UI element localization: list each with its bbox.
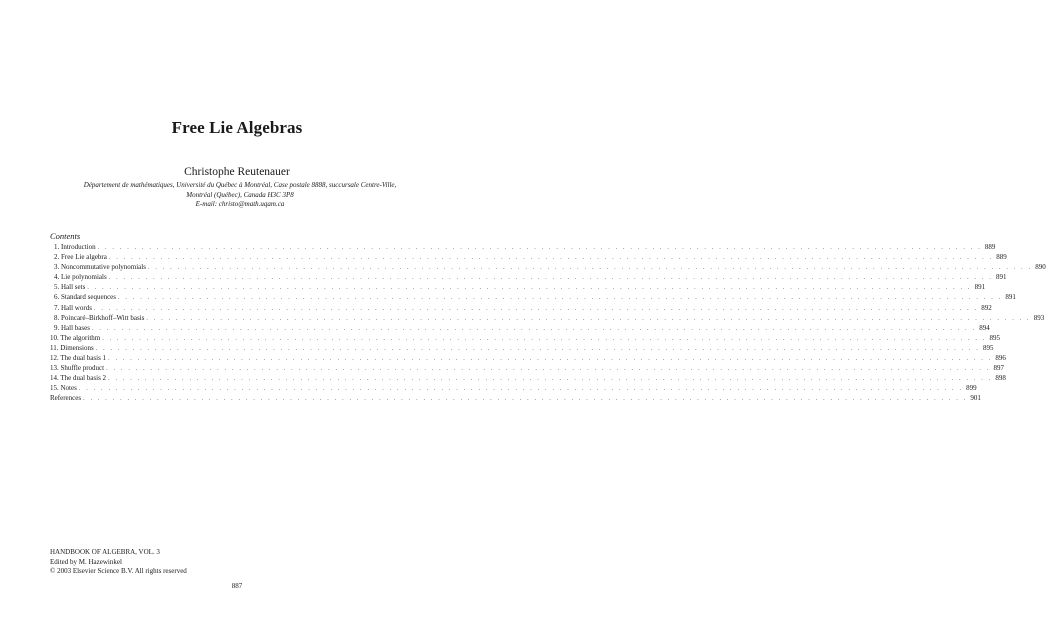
toc-entry-page: 896: [995, 354, 1006, 363]
toc-dot-leader: . . . . . . . . . . . . . . . . . . . . . . . . . . . . . . . . . . . . . . . . . . . . . . . . . . . . . . . . . . . . . . . . . . . . . . . . . . . . . . . . . . . . . . . . . . . . . . . . . . . . . . . . . . . . . . . . . . . . . . . .: [106, 366, 991, 373]
toc-entry: [50, 292, 1016, 302]
toc-entry: [50, 242, 996, 252]
toc-dot-leader: . . . . . . . . . . . . . . . . . . . . . . . . . . . . . . . . . . . . . . . . . . . . . . . . . . . . . . . . . . . . . . . . . . . . . . . . . . . . . . . . . . . . . . . . . . . . . . . . . . . . . . . . . . . . . . . . . . . . . . . .: [118, 295, 1003, 302]
toc-entry-label: 13. Shuffle product: [50, 364, 105, 373]
toc-dot-leader: . . . . . . . . . . . . . . . . . . . . . . . . . . . . . . . . . . . . . . . . . . . . . . . . . . . . . . . . . . . . . . . . . . . . . . . . . . . . . . . . . . . . . . . . . . . . . . . . . . . . . . . . . . . . . . . . . . . . . . . .: [87, 285, 972, 292]
toc-entry-page: 899: [966, 384, 977, 393]
toc-entry: [50, 252, 1007, 262]
toc-entry-page: 891: [1005, 293, 1016, 302]
toc-entry-page: 898: [995, 374, 1006, 383]
toc-entry: [50, 343, 994, 353]
publication-footer: [50, 548, 187, 577]
toc-entry-label: 8. Poincaré–Birkhoff–Witt basis: [54, 313, 145, 322]
footer-handbook: HANDBOOK OF ALGEBRA, VOL. 3: [50, 548, 160, 556]
toc-entry: [50, 303, 992, 313]
toc-dot-leader: . . . . . . . . . . . . . . . . . . . . . . . . . . . . . . . . . . . . . . . . . . . . . . . . . . . . . . . . . . . . . . . . . . . . . . . . . . . . . . . . . . . . . . . . . . . . . . . . . . . . . . . . . . . . . . . . . . . . . . . .: [93, 305, 979, 312]
toc-entry: [50, 383, 977, 393]
toc-entry-label: 6. Standard sequences: [54, 293, 117, 302]
toc-entry-label: 4. Lie polynomials: [54, 273, 107, 282]
toc-entry-label: 5. Hall sets: [54, 283, 86, 292]
affiliation-line-1: Département de mathématiques, Université du Québec à Montréal, Case postale 8888, succursale Centre-Ville,: [83, 181, 397, 189]
table-of-contents: [50, 242, 1046, 404]
toc-dot-leader: . . . . . . . . . . . . . . . . . . . . . . . . . . . . . . . . . . . . . . . . . . . . . . . . . . . . . . . . . . . . . . . . . . . . . . . . . . . . . . . . . . . . . . . . . . . . . . . . . . . . . . . . . . . . . . . . . . . . . . . .: [97, 245, 982, 251]
toc-dot-leader: . . . . . . . . . . . . . . . . . . . . . . . . . . . . . . . . . . . . . . . . . . . . . . . . . . . . . . . . . . . . . . . . . . . . . . . . . . . . . . . . . . . . . . . . . . . . . . . . . . . . . . . . . . . . . . . . . . . . . . . .: [95, 345, 980, 352]
author-name: Christophe Reutenauer: [184, 166, 290, 178]
toc-dot-leader: . . . . . . . . . . . . . . . . . . . . . . . . . . . . . . . . . . . . . . . . . . . . . . . . . . . . . . . . . . . . . . . . . . . . . . . . . . . . . . . . . . . . . . . . . . . . . . . . . . . . . . . . . . . . . . . . . . . . . . . .: [146, 315, 1031, 322]
affiliation-email: E-mail: christo@math.uqam.ca: [195, 200, 285, 208]
toc-entry-page: 891: [996, 273, 1007, 282]
toc-dot-leader: . . . . . . . . . . . . . . . . . . . . . . . . . . . . . . . . . . . . . . . . . . . . . . . . . . . . . . . . . . . . . . . . . . . . . . . . . . . . . . . . . . . . . . . . . . . . . . . . . . . . . . . . . . . . . . . . . . . . . . . .: [91, 325, 977, 332]
toc-entry-page: 890: [1035, 263, 1046, 272]
toc-entry-label: 2. Free Lie algebra: [54, 253, 107, 262]
toc-entry: [50, 353, 1006, 363]
toc-entry-label: 10. The algorithm: [50, 333, 101, 342]
toc-dot-leader: . . . . . . . . . . . . . . . . . . . . . . . . . . . . . . . . . . . . . . . . . . . . . . . . . . . . . . . . . . . . . . . . . . . . . . . . . . . . . . . . . . . . . . . . . . . . . . . . . . . . . . . . . . . . . . . . . . . . . . . .: [108, 275, 994, 282]
toc-entry-label: 1. Introduction: [54, 243, 96, 251]
toc-dot-leader: . . . . . . . . . . . . . . . . . . . . . . . . . . . . . . . . . . . . . . . . . . . . . . . . . . . . . . . . . . . . . . . . . . . . . . . . . . . . . . . . . . . . . . . . . . . . . . . . . . . . . . . . . . . . . . . . . . . . . . . .: [78, 386, 964, 393]
toc-dot-leader: . . . . . . . . . . . . . . . . . . . . . . . . . . . . . . . . . . . . . . . . . . . . . . . . . . . . . . . . . . . . . . . . . . . . . . . . . . . . . . . . . . . . . . . . . . . . . . . . . . . . . . . . . . . . . . . . . . . . . . . .: [102, 335, 987, 342]
toc-entry-page: 891: [974, 283, 986, 292]
toc-entry: [50, 323, 990, 333]
toc-entry-label: 14. The dual basis 2: [50, 374, 107, 383]
toc-entry: [50, 373, 1006, 383]
footer-editor: Edited by M. Hazewinkel: [50, 557, 122, 566]
toc-entry: [50, 282, 986, 292]
toc-dot-leader: . . . . . . . . . . . . . . . . . . . . . . . . . . . . . . . . . . . . . . . . . . . . . . . . . . . . . . . . . . . . . . . . . . . . . . . . . . . . . . . . . . . . . . . . . . . . . . . . . . . . . . . . . . . . . . . . . . . . . . . .: [147, 265, 1033, 272]
author-affiliation: [40, 181, 440, 210]
toc-entry-page: 889: [996, 253, 1007, 262]
toc-entry-page: 893: [1033, 313, 1045, 322]
toc-entry-label: 11. Dimensions: [50, 343, 94, 352]
toc-entry: [50, 313, 1045, 323]
toc-entry: [50, 393, 981, 403]
toc-entry-label: 12. The dual basis 1: [50, 354, 107, 363]
page-number: 887: [231, 582, 243, 590]
toc-entry-page: 895: [989, 333, 1001, 342]
toc-entry-label: 9. Hall bases: [54, 323, 90, 332]
toc-entry-page: 901: [970, 394, 981, 403]
toc-entry-label: 15. Notes: [50, 384, 77, 393]
toc-dot-leader: . . . . . . . . . . . . . . . . . . . . . . . . . . . . . . . . . . . . . . . . . . . . . . . . . . . . . . . . . . . . . . . . . . . . . . . . . . . . . . . . . . . . . . . . . . . . . . . . . . . . . . . . . . . . . . . . . . . . . . . .: [108, 356, 993, 363]
toc-entry-page: 894: [979, 323, 990, 332]
toc-entry-page: 892: [981, 303, 992, 312]
toc-entry: [50, 363, 1004, 373]
toc-entry-label: 3. Noncommutative polynomials: [54, 263, 146, 272]
toc-entry: [50, 272, 1007, 282]
toc-dot-leader: . . . . . . . . . . . . . . . . . . . . . . . . . . . . . . . . . . . . . . . . . . . . . . . . . . . . . . . . . . . . . . . . . . . . . . . . . . . . . . . . . . . . . . . . . . . . . . . . . . . . . . . . . . . . . . . . . . . . . . . .: [108, 255, 994, 262]
affiliation-line-2: Montréal (Québec), Canada H3C 3P8: [186, 190, 294, 199]
toc-entry-page: 889: [984, 243, 996, 251]
toc-entry-label: References: [50, 394, 82, 403]
toc-entry: [50, 262, 1046, 272]
toc-dot-leader: . . . . . . . . . . . . . . . . . . . . . . . . . . . . . . . . . . . . . . . . . . . . . . . . . . . . . . . . . . . . . . . . . . . . . . . . . . . . . . . . . . . . . . . . . . . . . . . . . . . . . . . . . . . . . . . . . . . . . . . .: [108, 376, 993, 383]
toc-dot-leader: . . . . . . . . . . . . . . . . . . . . . . . . . . . . . . . . . . . . . . . . . . . . . . . . . . . . . . . . . . . . . . . . . . . . . . . . . . . . . . . . . . . . . . . . . . . . . . . . . . . . . . . . . . . . . . . . . . . . . . . .: [83, 396, 968, 403]
toc-entry-page: 897: [993, 364, 1004, 373]
contents-heading: Contents: [50, 231, 81, 241]
toc-entry-label: 7. Hall words: [54, 303, 92, 312]
footer-copyright: © 2003 Elsevier Science B.V. All rights reserved: [50, 567, 187, 575]
chapter-title: Free Lie Algebras: [171, 118, 303, 137]
toc-entry-page: 895: [983, 343, 994, 352]
toc-entry: [50, 333, 1001, 343]
